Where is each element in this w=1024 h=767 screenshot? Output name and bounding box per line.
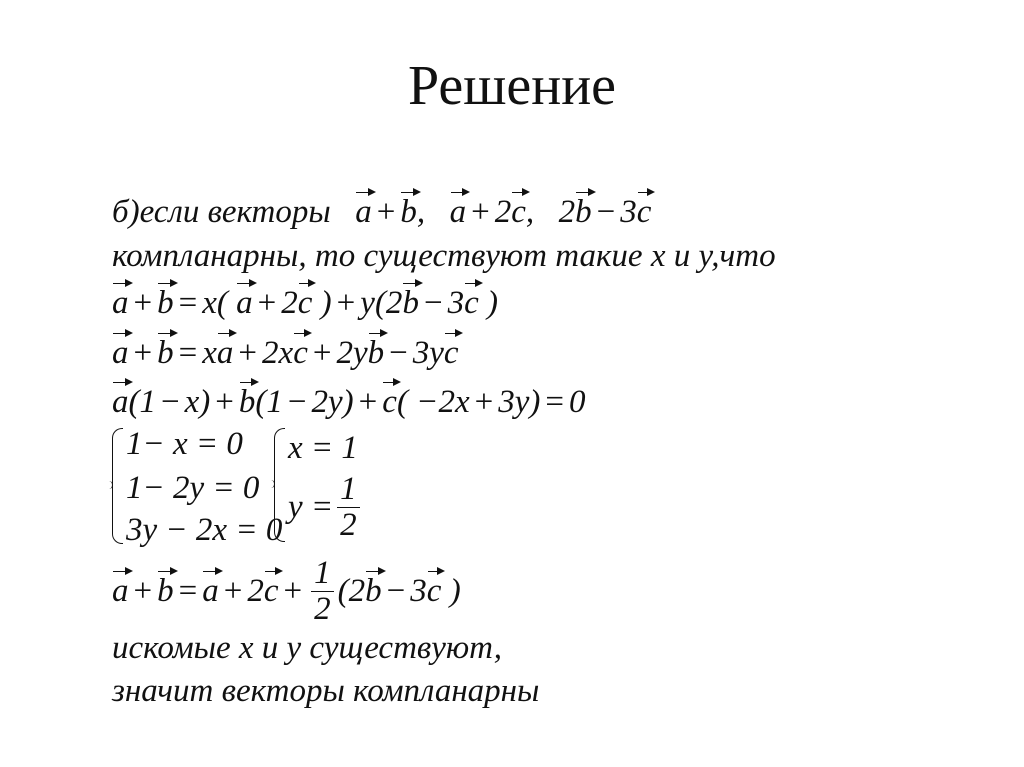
- solution-y: [288, 472, 364, 542]
- intro-line: [112, 196, 651, 229]
- system-equation-1: 1− x = 0: [126, 426, 243, 462]
- vector-expression-3: 2b − 3c: [558, 194, 652, 230]
- system-equation-3: 3y − 2x = 0: [126, 512, 283, 548]
- equation-3: a(1 − x) + b(1 − 2y) + c( −2x + 3y) = 0: [112, 384, 586, 420]
- system-brace: [112, 428, 123, 544]
- final-fraction-numerator: 1: [314, 555, 331, 591]
- conclusion-line-1: искомые x и y существуют,: [112, 630, 503, 666]
- fraction-denominator: 2: [340, 506, 357, 543]
- final-fraction-denominator: 2: [314, 590, 331, 627]
- final-fraction: [311, 556, 334, 626]
- solution-content: [112, 0, 992, 767]
- conclusion-line-2: значит векторы компланарны: [112, 673, 540, 709]
- equation-1: a + b = x( a + 2c ) + y(2b − 3c ): [112, 285, 498, 321]
- solution-brace: [274, 428, 285, 542]
- solution-y-fraction: [337, 472, 360, 542]
- slide-title: Решение: [407, 55, 617, 117]
- system-equation-2: 1− 2y = 0: [126, 470, 260, 506]
- solution-y-lhs: y =: [288, 488, 334, 525]
- fraction-numerator: 1: [340, 471, 357, 507]
- vector-expression-1: a + b,: [355, 194, 426, 230]
- intro-line-2: компланарны, то существуют такие x и y,что: [112, 238, 776, 274]
- equation-2: a + b = xa + 2xc + 2yb − 3yc: [112, 335, 459, 371]
- final-equation: a + b = a + 2c + $\frac{1}{2}$ (2b − 3c ): [112, 555, 461, 627]
- intro-prefix: б)если векторы: [112, 194, 331, 230]
- solution-x: x = 1: [288, 430, 358, 466]
- vector-expression-2: a + 2c,: [449, 194, 535, 230]
